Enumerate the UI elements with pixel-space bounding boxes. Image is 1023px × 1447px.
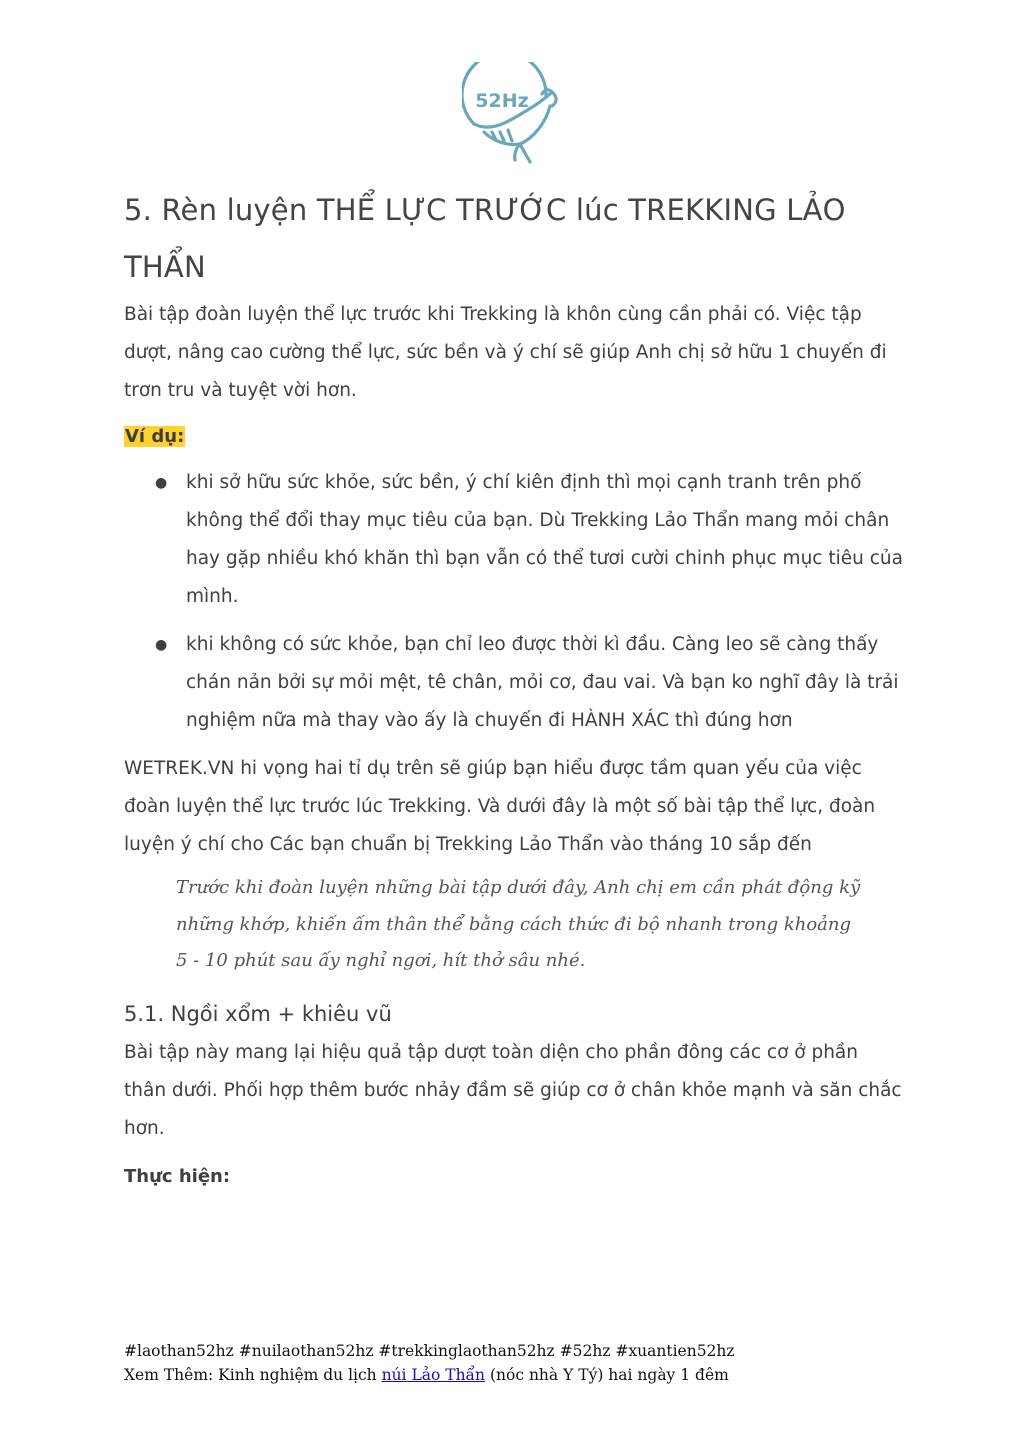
lao-than-link[interactable]: núi Lảo Thẩn	[381, 1366, 486, 1384]
bullet-icon: ●	[155, 637, 168, 653]
page-title: 5. Rèn luyện THỂ LỰC TRƯỚC lúc TREKKING LẢO THẨN	[124, 193, 846, 284]
wetrek-paragraph: WETREK.VN hi vọng hai tỉ dụ trên sẽ giúp bạn hiểu được tầm quan yếu của việc đoàn luyện thể lực trước lúc Trekking. Và dưới đây là một số bài tập thể lực, đoàn luyện ý chí cho Các bạn chuẩn bị Trekking Lảo Thẩn vào tháng 10 sắp đến	[124, 758, 876, 855]
list-item	[124, 626, 904, 740]
exercise-paragraph: Bài tập này mang lại hiệu quả tập dượt toàn diện cho phần đông các cơ ở phần thân dưới. Phối hợp thêm bước nhảy đầm sẽ giúp cơ ở chân khỏe mạnh và săn chắc hơn.	[124, 1041, 902, 1139]
list-item	[124, 464, 904, 616]
bullet-icon: ●	[155, 475, 168, 491]
warmup-quote: Trước khi đoàn luyện những bài tập dưới đây, Anh chị em cần phát động kỹ những khớp, khiến ấm thân thể bằng cách thức đi bộ nhanh trong khoảng 5 - 10 phút sau ấy nghỉ ngơi, hít thở sâu nhé.	[176, 877, 861, 971]
section-title: 5.1. Ngồi xổm + khiêu vũ	[124, 1001, 392, 1026]
example-list	[124, 464, 904, 740]
footer	[124, 1339, 924, 1387]
list-item-text: khi không có sức khỏe, bạn chỉ leo được thời kì đầu. Càng leo sẽ càng thấy chán nản bởi sự mỏi mệt, tê chân, mỏi cơ, đau vai. Và bạn ko nghĩ đây là trải nghiệm nữa mà thay vào ấy là chuyến đi HÀNH XÁC thì đúng hơn	[186, 634, 899, 731]
list-item-text: khi sở hữu sức khỏe, sức bền, ý chí kiên định thì mọi cạnh tranh trên phố không thể đổi thay mục tiêu của bạn. Dù Trekking Lảo Thẩn mang mỏi chân hay gặp nhiều khó khăn thì bạn vẫn có thể tươi cười chinh phục mục tiêu của mình.	[186, 472, 903, 607]
see-more-suffix: (nóc nhà Y Tý) hai ngày 1 đêm	[485, 1366, 729, 1384]
action-label: Thực hiện:	[124, 1165, 231, 1187]
example-label: Ví dụ:	[125, 426, 185, 447]
see-more-prefix: Xem Thêm: Kinh nghiệm du lịch	[124, 1366, 382, 1384]
see-more-line	[124, 1363, 924, 1387]
intro-paragraph: Bài tập đoàn luyện thể lực trước khi Trekking là khôn cùng cần phải có. Việc tập dượt, nâng cao cường thể lực, sức bền và ý chí sẽ giúp Anh chị sở hữu 1 chuyến đi trơn tru và tuyệt vời hơn.	[124, 304, 887, 401]
logo-text: 52Hz	[475, 90, 529, 112]
example-label-row	[124, 418, 904, 456]
hashtags: #laothan52hz #nuilaothan52hz #trekkinglaothan52hz #52hz #xuantien52hz	[124, 1342, 735, 1360]
52hz-logo	[462, 62, 562, 166]
document-body	[124, 182, 904, 1196]
